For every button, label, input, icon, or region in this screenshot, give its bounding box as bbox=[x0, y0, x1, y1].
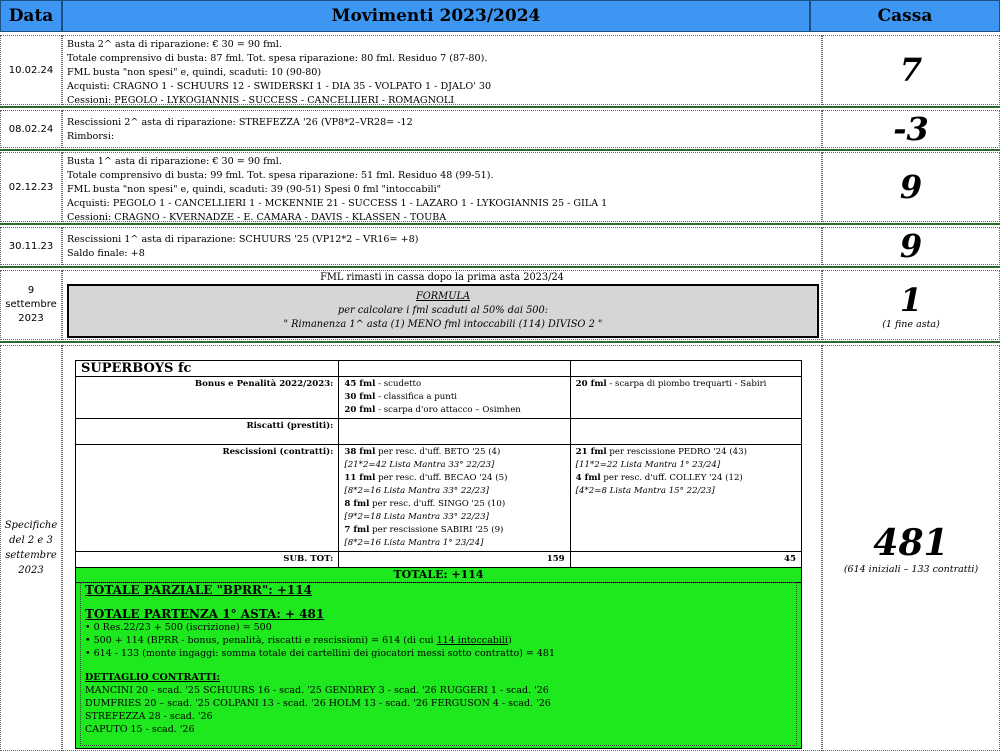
header-cassa-label: Cassa bbox=[877, 6, 933, 26]
description-line: Rescissioni 2^ asta di riparazione: STREFEZZA '26 (VP8*2–VR28= -12 bbox=[67, 117, 413, 128]
movement-description bbox=[62, 110, 822, 148]
date-cell bbox=[0, 345, 62, 751]
date-value: Specifiche bbox=[4, 520, 58, 531]
contract-line: STREFEZZA 28 - scad. '26 bbox=[85, 711, 213, 722]
date-cell bbox=[0, 35, 62, 105]
date-value: 30.11.23 bbox=[8, 240, 54, 252]
header-movimenti-label: Movimenti 2023/2024 bbox=[331, 6, 541, 26]
description-line: Cessioni: PEGOLO - LYKOGIANNIS - SUCCESS - CANCELLIERI - ROMAGNOLI bbox=[67, 95, 455, 106]
summary-line: • 614 - 133 (monte ingaggi: somma totale dei cartellini dei giocatori messi sotto contratto) = 481 bbox=[85, 648, 556, 659]
date-cell bbox=[0, 152, 62, 222]
description-line: FML busta "non spesi" e, quindi, scaduti: 39 (90-51) Spesi 0 fml "intoccabili" bbox=[67, 184, 442, 195]
cassa-value-cell bbox=[822, 152, 1000, 222]
date-value: 10.02.24 bbox=[8, 64, 54, 76]
cassa-value: 9 bbox=[899, 227, 923, 265]
cassa-value-cell bbox=[822, 270, 1000, 340]
rescissioni-left: 38 fml per resc. d'uff. BETO '25 (4) [21*2=42 Lista Mantra 33° 22/23] 11 fml per resc. d'uff. BECAO '24 (5) [8*2=16 Lista Mantra 33° 22/23] 8 fml per resc. d'uff. SINGO '25 (10) [9*2=18 Lista Mantra 33° 22/23] 7 fml per rescissione SABIRI '25 (9) [8*2=16 Lista Mantra 1° 23/24] bbox=[339, 445, 570, 552]
cassa-value: 7 bbox=[899, 51, 923, 89]
description-line: Saldo finale: +8 bbox=[67, 248, 145, 259]
header-cassa bbox=[810, 0, 1000, 32]
date-value: 9 bbox=[27, 285, 35, 296]
cassa-value: -3 bbox=[893, 110, 929, 148]
date-value: 02.12.23 bbox=[8, 181, 54, 193]
description-line: Rescissioni 1^ asta di riparazione: SCHUURS '25 (VP12*2 – VR16= +8) bbox=[67, 234, 419, 245]
rescissioni-right: 21 fml per rescissione PEDRO '24 (43) [11*2=22 Lista Mantra 1° 23/24] 4 fml per resc. d'uff. COLLEY '24 (12) [4*2=8 Lista Mantra 15° 22/23] bbox=[570, 445, 801, 552]
superboys-table bbox=[75, 360, 802, 568]
riscatti-right bbox=[570, 419, 801, 445]
contract-line: CAPUTO 15 - scad. '26 bbox=[85, 724, 195, 735]
bonus-right: 20 fml - scarpa di piombo trequarti - Sabiri bbox=[570, 377, 801, 419]
formula-line: per calcolare i fml scaduti al 50% dai 500: bbox=[337, 305, 549, 316]
date-value: 2023 bbox=[18, 565, 44, 576]
row-divider bbox=[0, 149, 1000, 151]
date-cell bbox=[0, 270, 62, 340]
cassa-value: 481 bbox=[873, 521, 949, 564]
summary-inner bbox=[80, 582, 797, 746]
totale-line: TOTALE: +114 bbox=[76, 568, 801, 583]
cassa-value: 9 bbox=[899, 168, 923, 206]
row-divider bbox=[0, 266, 1000, 268]
cassa-value-cell bbox=[822, 110, 1000, 148]
totale-parziale: TOTALE PARZIALE "BPRR": +114 bbox=[85, 583, 312, 597]
bonus-label: Bonus e Penalità 2022/2023: bbox=[76, 377, 339, 419]
date-value: 08.02.24 bbox=[8, 123, 54, 135]
fml-remaining-title: FML rimasti in cassa dopo la prima asta 2023/24 bbox=[320, 272, 564, 283]
description-line: Totale comprensivo di busta: 87 fml. Tot. spesa riparazione: 80 fml. Residuo 7 (87-80). bbox=[67, 53, 488, 64]
date-value: del 2 e 3 bbox=[9, 535, 53, 546]
header-movimenti bbox=[62, 0, 810, 32]
bonus-left: 45 fml - scudetto 30 fml - classifica a punti 20 fml - scarpa d'oro attacco – Osimhen bbox=[339, 377, 570, 419]
cassa-value: 1 bbox=[899, 280, 923, 319]
row-divider bbox=[0, 223, 1000, 225]
description-line: Acquisti: PEGOLO 1 - CANCELLIERI 1 - MCKENNIE 21 - SUCCESS 1 - LAZARO 1 - LYKOGIANNIS 25 - GILA 1 bbox=[67, 198, 608, 209]
riscatti-left bbox=[339, 419, 570, 445]
formula-line: " Rimanenza 1^ asta (1) MENO fml intoccabili (114) DIVISO 2 " bbox=[283, 319, 603, 330]
summary-line: • 500 + 114 (BPRR - bonus, penalità, riscatti e rescissioni) = 614 (di cui 114 intoccabili) bbox=[85, 635, 512, 646]
description-line: Busta 2^ asta di riparazione: € 30 = 90 fml. bbox=[67, 39, 282, 50]
description-line: Acquisti: CRAGNO 1 - SCHUURS 12 - SWIDERSKI 1 - DIA 35 - VOLPATO 1 - DJALO' 30 bbox=[67, 81, 492, 92]
row-divider bbox=[0, 106, 1000, 108]
description-line: FML busta "non spesi" e, quindi, scaduti: 10 (90-80) bbox=[67, 67, 322, 78]
formula-box bbox=[67, 284, 819, 338]
totale-partenza: TOTALE PARTENZA 1° ASTA: + 481 bbox=[85, 607, 325, 621]
team-name: SUPERBOYS fc bbox=[76, 361, 339, 377]
rescissioni-label: Rescissioni (contratti): bbox=[76, 445, 339, 552]
summary-box bbox=[75, 567, 802, 749]
date-cell bbox=[0, 227, 62, 265]
header-data-label: Data bbox=[8, 6, 54, 26]
cassa-note: (614 iniziali – 133 contratti) bbox=[843, 563, 979, 575]
dettaglio-contratti-label: DETTAGLIO CONTRATTI: bbox=[85, 672, 221, 683]
description-line: Totale comprensivo di busta: 99 fml. Tot. spesa riparazione: 51 fml. Residuo 48 (99-51). bbox=[67, 170, 494, 181]
date-value: settembre bbox=[5, 299, 57, 310]
contract-line: MANCINI 20 - scad. '25 SCHUURS 16 - scad. '25 GENDREY 3 - scad. '26 RUGGERI 1 - scad. '26 bbox=[85, 685, 549, 696]
description-line: Busta 1^ asta di riparazione: € 30 = 90 fml. bbox=[67, 156, 282, 167]
description-line: Cessioni: CRAGNO - KVERNADZE - E. CAMARA - DAVIS - KLASSEN - TOUBA bbox=[67, 212, 447, 223]
cassa-note: (1 fine asta) bbox=[882, 318, 940, 330]
cassa-value-cell bbox=[822, 35, 1000, 105]
description-line: Rimborsi: bbox=[67, 131, 115, 142]
subtotal-left: 159 bbox=[339, 552, 570, 568]
date-value: 2023 bbox=[18, 313, 44, 324]
cassa-value-cell bbox=[822, 345, 1000, 751]
movement-description bbox=[62, 152, 822, 222]
movement-description bbox=[62, 35, 822, 105]
subtotal-right: 45 bbox=[570, 552, 801, 568]
row-divider bbox=[0, 341, 1000, 343]
summary-line: • 0 Res.22/23 + 500 (iscrizione) = 500 bbox=[85, 622, 272, 633]
movement-description bbox=[62, 227, 822, 265]
riscatti-label: Riscatti (prestiti): bbox=[76, 419, 339, 445]
date-cell bbox=[0, 110, 62, 148]
contract-line: DUMFRIES 20 – scad. '25 COLPANI 13 - scad. '26 HOLM 13 - scad. '26 FERGUSON 4 - scad. '26 bbox=[85, 698, 551, 709]
header-data bbox=[0, 0, 62, 32]
date-value: settembre bbox=[5, 550, 57, 561]
cassa-value-cell bbox=[822, 227, 1000, 265]
formula-label: FORMULA bbox=[415, 291, 471, 302]
subtotal-label: SUB. TOT: bbox=[76, 552, 339, 568]
